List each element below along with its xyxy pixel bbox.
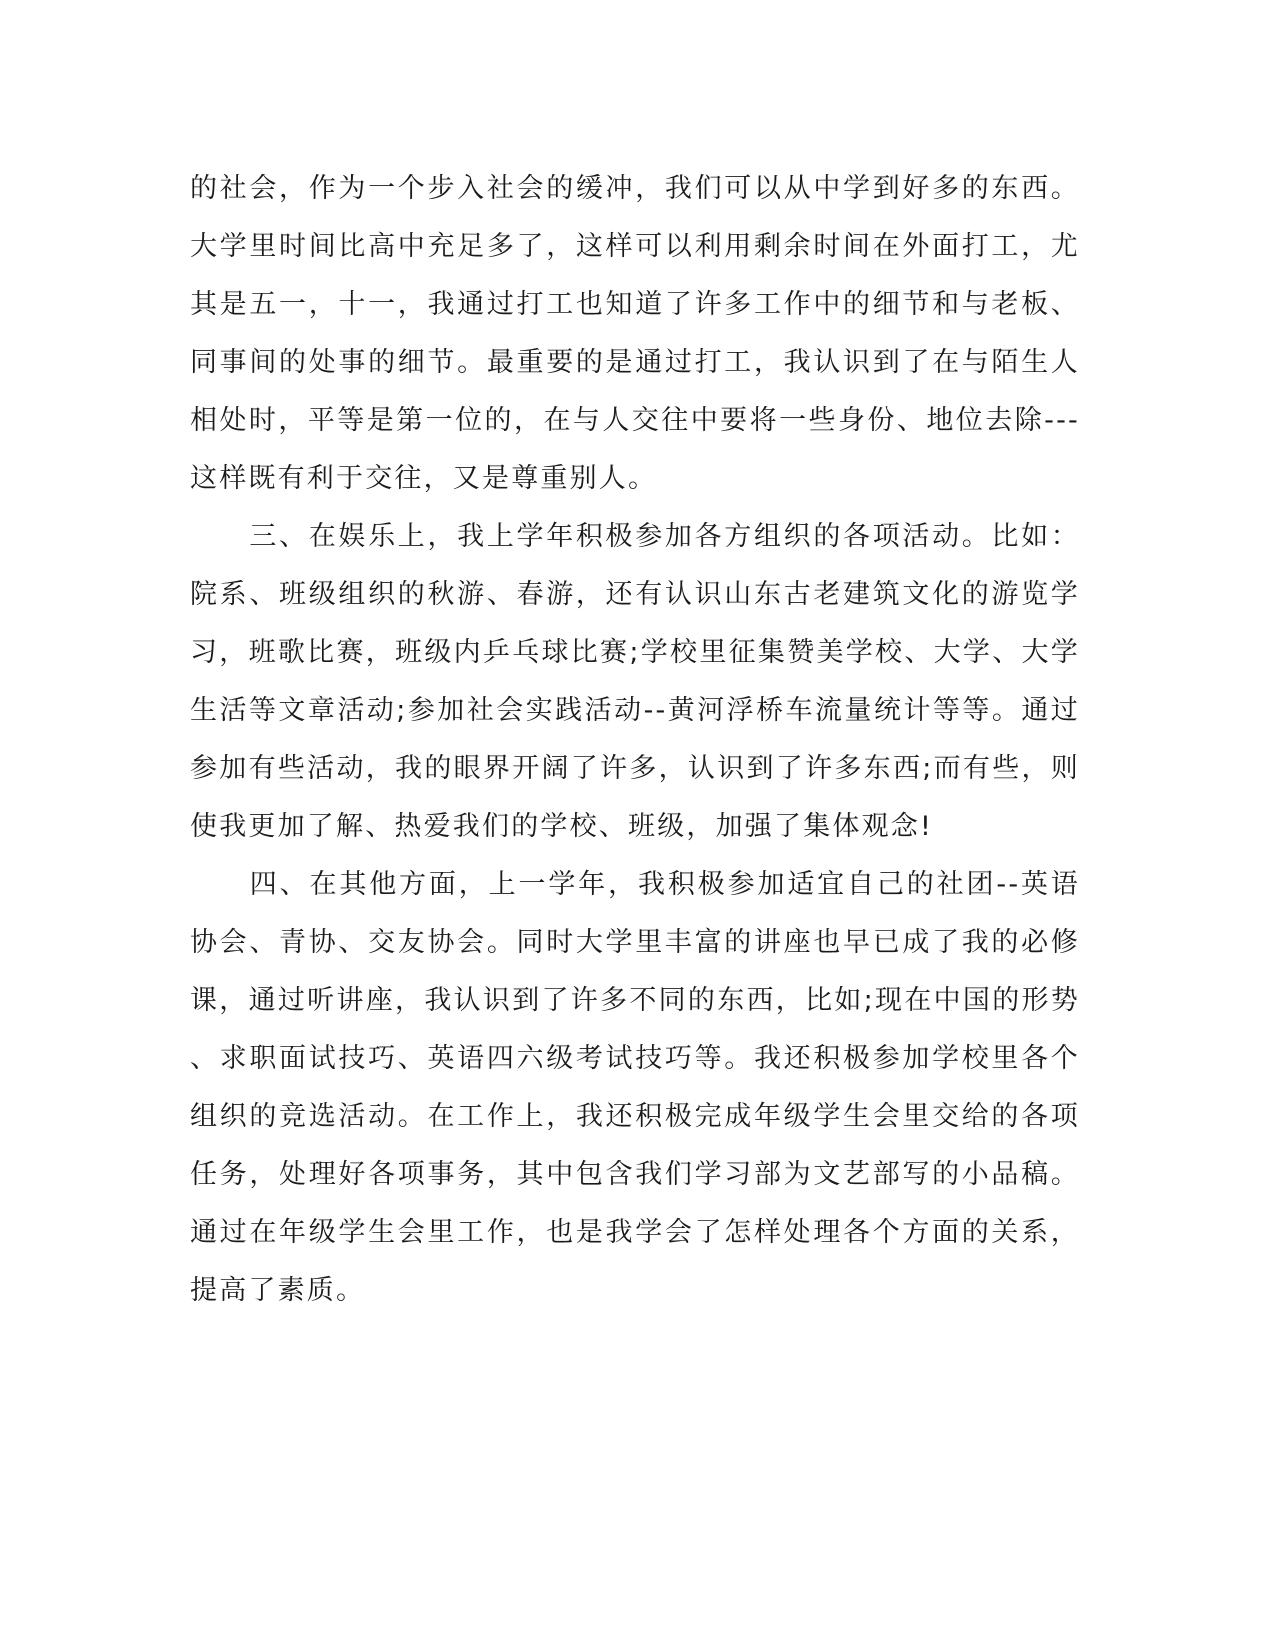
text-line: 大学里时间比高中充足多了，这样可以利用剩余时间在外面打工，尤	[190, 231, 1080, 262]
text-line: 习，班歌比赛，班级内乒乓球比赛;学校里征集赞美学校、大学、大学	[190, 637, 1080, 668]
text-line: 通过在年级学生会里工作，也是我学会了怎样处理各个方面的关系，	[190, 1217, 1080, 1248]
text-line: 四、在其他方面，上一学年，我积极参加适宜自己的社团--英语	[190, 869, 1080, 900]
text-line: 生活等文章活动;参加社会实践活动--黄河浮桥车流量统计等等。通过	[190, 695, 1080, 726]
text-line: 参加有些活动，我的眼界开阔了许多，认识到了许多东西;而有些，则	[190, 753, 1080, 784]
text-line: 任务，处理好各项事务，其中包含我们学习部为文艺部写的小品稿。	[190, 1159, 1080, 1190]
text-line: 提高了素质。	[190, 1275, 366, 1306]
text-line: 同事间的处事的细节。最重要的是通过打工，我认识到了在与陌生人	[190, 347, 1080, 378]
text-line: 三、在娱乐上，我上学年积极参加各方组织的各项活动。比如：	[190, 521, 1080, 552]
text-line: 相处时，平等是第一位的，在与人交往中要将一些身份、地位去除---	[190, 405, 1080, 436]
text-line: 院系、班级组织的秋游、春游，还有认识山东古老建筑文化的游览学	[190, 579, 1080, 610]
text-line: 的社会，作为一个步入社会的缓冲，我们可以从中学到好多的东西。	[190, 173, 1080, 204]
text-line: 这样既有利于交往，又是尊重别人。	[190, 463, 658, 494]
text-line: 课，通过听讲座，我认识到了许多不同的东西，比如;现在中国的形势	[190, 985, 1080, 1016]
body-text	[190, 160, 1080, 1320]
text-line: 、求职面试技巧、英语四六级考试技巧等。我还积极参加学校里各个	[190, 1043, 1080, 1074]
text-line: 使我更加了解、热爱我们的学校、班级，加强了集体观念!	[190, 811, 934, 842]
text-line: 其是五一，十一，我通过打工也知道了许多工作中的细节和与老板、	[190, 289, 1080, 320]
text-line: 协会、青协、交友协会。同时大学里丰富的讲座也早已成了我的必修	[190, 927, 1080, 958]
text-line: 组织的竞选活动。在工作上，我还积极完成年级学生会里交给的各项	[190, 1101, 1080, 1132]
